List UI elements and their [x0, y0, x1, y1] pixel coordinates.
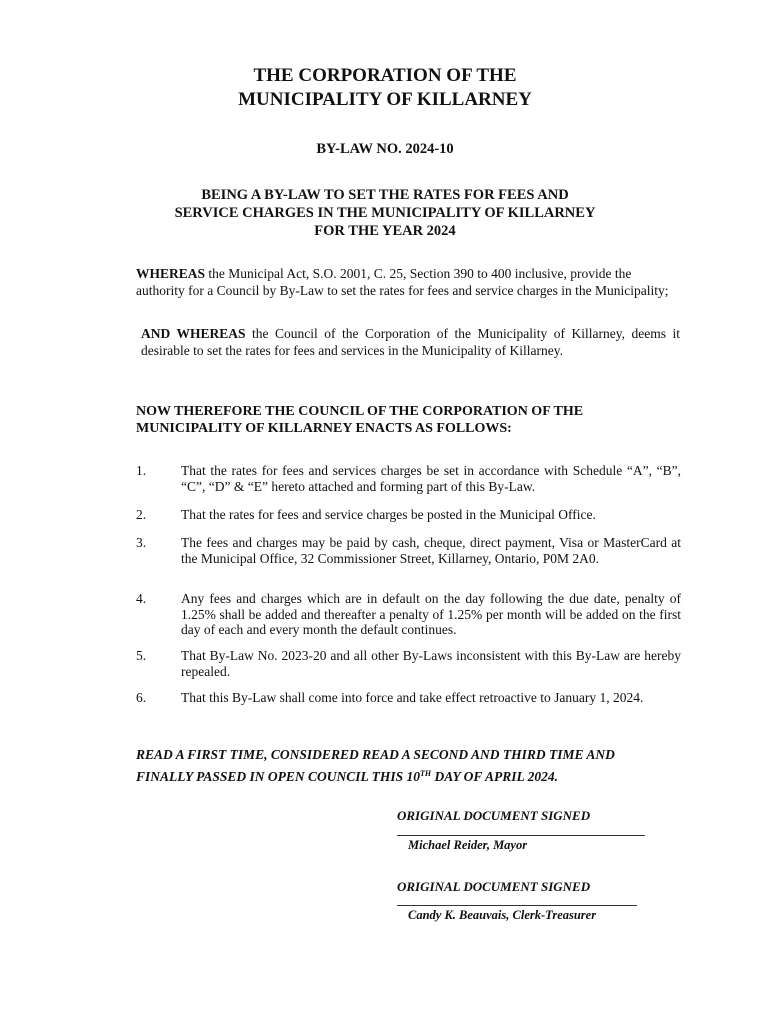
bylaw-subject — [100, 186, 670, 240]
reading-line-2-end: DAY OF APRIL 2024. — [431, 769, 559, 784]
item-number: 1. — [136, 463, 147, 478]
enacting-clause: NOW THEREFORE THE COUNCIL OF THE CORPORATION OF THE MUNICIPALITY OF KILLARNEY ENACTS AS FOLLOWS: — [136, 404, 584, 436]
mayor-signature-line — [397, 835, 645, 836]
subject-line-3: FOR THE YEAR 2024 — [314, 223, 456, 239]
item-text: The fees and charges may be paid by cash, cheque, direct payment, Visa or MasterCard at the Municipal Office, 32 Commissioner Street, Killarney, Ontario, P0M 2A0. — [181, 535, 681, 566]
item-text: That the rates for fees and services charges be set in accordance with Schedule “A”, “B”, “C”, “D” & “E” hereto attached and forming part of this By-Law. — [181, 463, 681, 494]
mayor-name: Michael Reider, Mayor — [408, 838, 528, 852]
reading-statement — [136, 745, 686, 786]
clerk-signature-status: ORIGINAL DOCUMENT SIGNED — [397, 879, 591, 894]
subject-line-2: SERVICE CHARGES IN THE MUNICIPALITY OF KILLARNEY — [174, 205, 596, 221]
reading-line-1: READ A FIRST TIME, CONSIDERED READ A SECOND AND THIRD TIME AND — [136, 747, 615, 762]
recital-text: the Municipal Act, S.O. 2001, C. 25, Section 390 to 400 inclusive, provide the authority for a Council by By-Law to set the rates for fees and service charges in the Municipality; — [136, 266, 669, 298]
item-number: 6. — [136, 690, 147, 705]
item-number: 3. — [136, 535, 147, 550]
item-text: That By-Law No. 2023-20 and all other By-Laws inconsistent with this By-Law are hereby repealed. — [181, 648, 681, 679]
bylaw-number: BY-LAW NO. 2024-10 — [316, 141, 454, 157]
reading-line-2 — [136, 764, 686, 786]
recital-lead: AND WHEREAS — [141, 326, 246, 341]
item-number: 5. — [136, 648, 147, 663]
recital-text: the Council of the Corporation of the Municipality of Killarney, deems it desirable to set the rates for fees and services in the Municipality of Killarney. — [141, 326, 680, 358]
item-text: That this By-Law shall come into force and take effect retroactive to January 1, 2024. — [181, 690, 644, 705]
clerk-name: Candy K. Beauvais, Clerk-Treasurer — [408, 908, 597, 922]
reading-line-2-start: FINALLY PASSED IN OPEN COUNCIL THIS 10 — [136, 769, 421, 784]
ordinal-suffix: TH — [420, 769, 432, 778]
item-number: 4. — [136, 591, 147, 606]
clerk-signature-line — [397, 905, 637, 906]
title-line-1: THE CORPORATION OF THE — [253, 65, 517, 86]
subject-line-1: BEING A BY-LAW TO SET THE RATES FOR FEES AND — [201, 187, 569, 203]
item-text: That the rates for fees and service charges be posted in the Municipal Office. — [181, 507, 596, 522]
recital-and-whereas — [141, 326, 680, 359]
title-line-2: MUNICIPALITY OF KILLARNEY — [238, 89, 532, 110]
document-title — [0, 64, 770, 112]
item-text: Any fees and charges which are in default on the day following the due date, penalty of 1.25% shall be added and thereafter a penalty of 1.25% per month will be added on the first day of each and every month the default continues. — [181, 591, 681, 637]
recital-whereas — [136, 266, 680, 299]
item-number: 2. — [136, 507, 147, 522]
mayor-signature-status: ORIGINAL DOCUMENT SIGNED — [397, 808, 591, 823]
recital-lead: WHEREAS — [136, 266, 206, 281]
